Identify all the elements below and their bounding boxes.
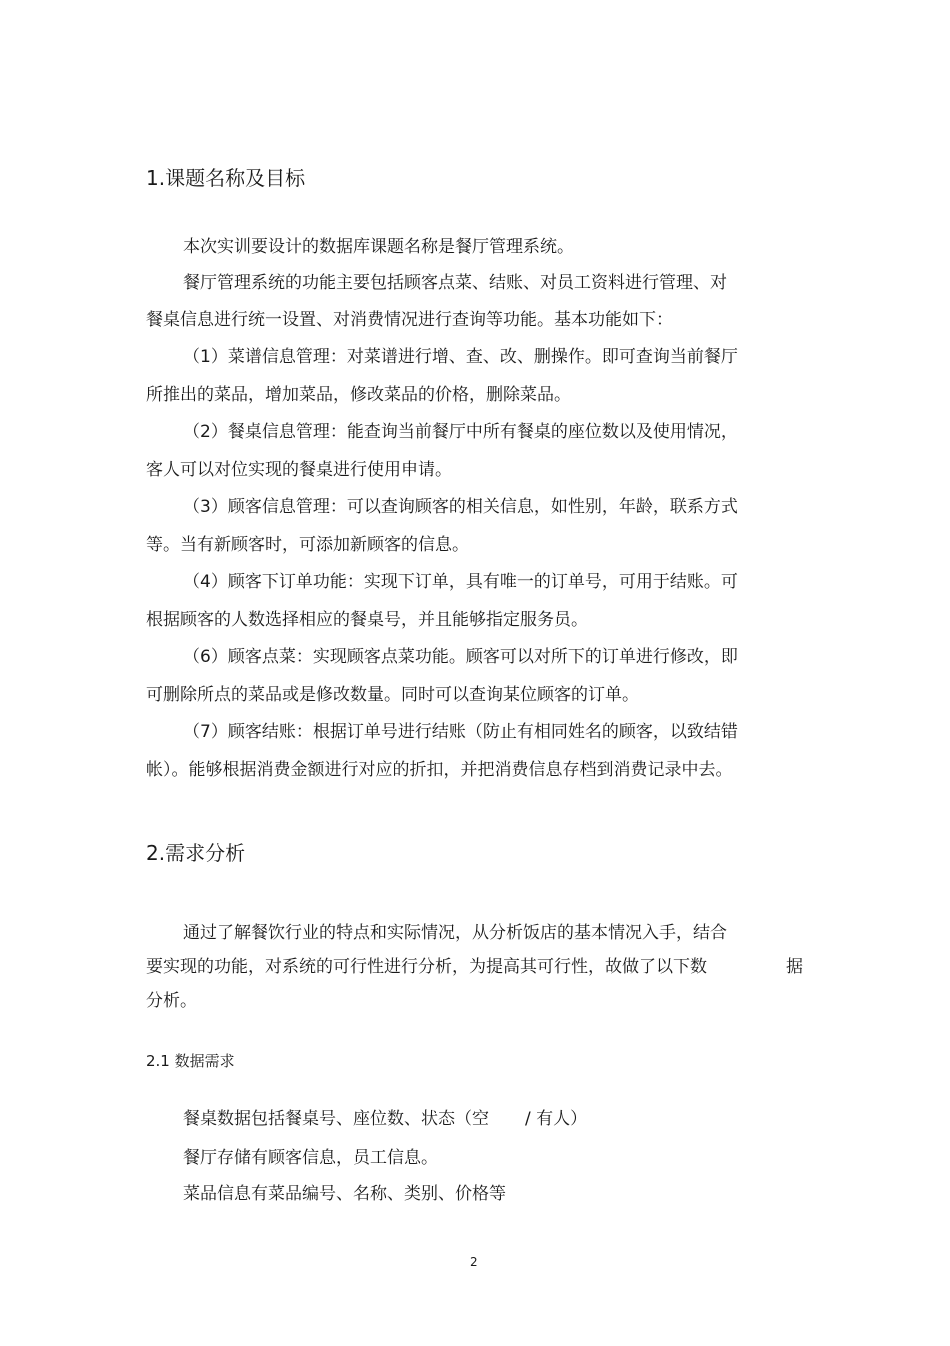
paragraph-line: 餐厅管理系统的功能主要包括顾客点菜、结账、对员工资料进行管理、对 bbox=[183, 273, 727, 293]
list-item: 餐厅存储有顾客信息，员工信息。 bbox=[183, 1148, 438, 1168]
paragraph-line: 客人可以对位实现的餐桌进行使用申请。 bbox=[146, 460, 452, 480]
paragraph-line: 帐）。能够根据消费金额进行对应的折扣，并把消费信息存档到消费记录中去。 bbox=[146, 760, 733, 780]
paragraph-line-fragment: 据 bbox=[786, 957, 803, 977]
paragraph-line: 可删除所点的菜品或是修改数量。同时可以查询某位顾客的订单。 bbox=[146, 685, 639, 705]
paragraph-line: 本次实训要设计的数据库课题名称是餐厅管理系统。 bbox=[183, 237, 574, 257]
paragraph-line: 根据顾客的人数选择相应的餐桌号，并且能够指定服务员。 bbox=[146, 610, 588, 630]
paragraph-line: 要实现的功能，对系统的可行性进行分析，为提高其可行性，故做了以下数 bbox=[146, 957, 707, 977]
paragraph-line: （4）顾客下订单功能：实现下订单，具有唯一的订单号，可用于结账。可 bbox=[183, 572, 738, 592]
paragraph-line: （1）菜谱信息管理：对菜谱进行增、查、改、删操作。即可查询当前餐厅 bbox=[183, 347, 738, 367]
paragraph-line: 所推出的菜品，增加菜品，修改菜品的价格，删除菜品。 bbox=[146, 385, 571, 405]
section-2-heading: 2.需求分析 bbox=[146, 841, 246, 865]
paragraph-line: 等。当有新顾客时，可添加新顾客的信息。 bbox=[146, 535, 469, 555]
page-number: 2 bbox=[470, 1255, 478, 1269]
paragraph-line: 通过了解餐饮行业的特点和实际情况，从分析饭店的基本情况入手，结合 bbox=[183, 923, 727, 943]
list-item: 菜品信息有菜品编号、名称、类别、价格等 bbox=[183, 1184, 506, 1204]
list-item-fragment: / 有人） bbox=[525, 1109, 588, 1129]
paragraph-line: 餐桌信息进行统一设置、对消费情况进行查询等功能。基本功能如下： bbox=[146, 310, 673, 330]
subsection-heading: 2.1 数据需求 bbox=[146, 1052, 235, 1070]
paragraph-line: （7）顾客结账：根据订单号进行结账（防止有相同姓名的顾客，以致结错 bbox=[183, 722, 738, 742]
paragraph-line: 分析。 bbox=[146, 991, 197, 1011]
paragraph-line: （2）餐桌信息管理：能查询当前餐厅中所有餐桌的座位数以及使用情况， bbox=[183, 422, 738, 442]
paragraph-line: （6）顾客点菜：实现顾客点菜功能。顾客可以对所下的订单进行修改，即 bbox=[183, 647, 738, 667]
list-item: 餐桌数据包括餐桌号、座位数、状态（空 bbox=[183, 1109, 489, 1129]
section-1-heading: 1.课题名称及目标 bbox=[146, 166, 306, 190]
paragraph-line: （3）顾客信息管理：可以查询顾客的相关信息，如性别，年龄，联系方式 bbox=[183, 497, 738, 517]
